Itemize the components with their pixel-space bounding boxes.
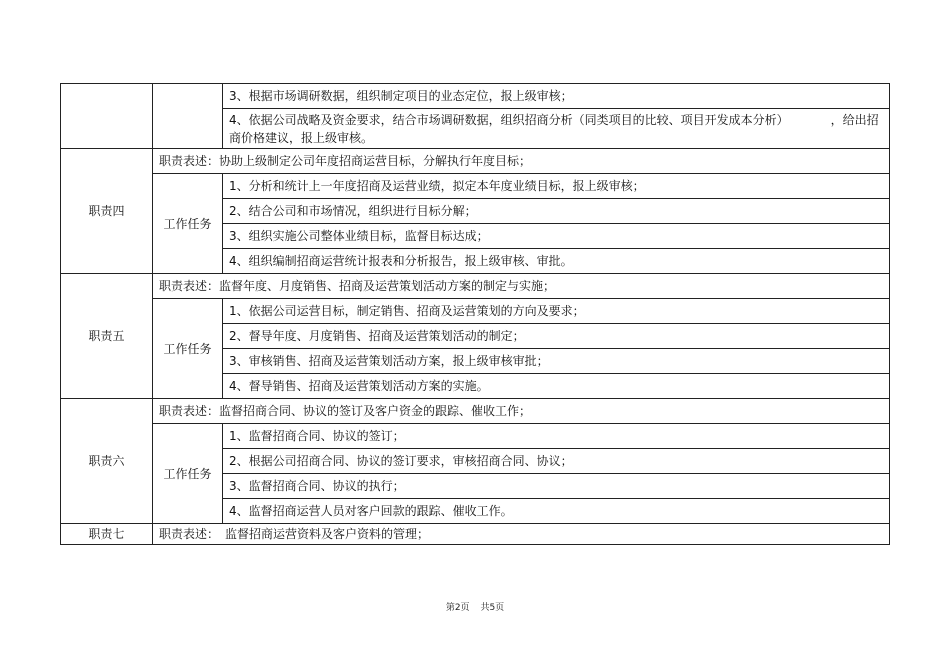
duty-description — [153, 399, 890, 424]
duty-title: 职责六 — [61, 399, 153, 524]
desc-text: 监督招商合同、协议的签订及客户资金的跟踪、催收工作； — [219, 404, 532, 418]
table-row — [61, 174, 890, 199]
table-row — [61, 274, 890, 299]
duty-description — [153, 149, 890, 174]
desc-text: 监督招商运营资料及客户资料的管理； — [213, 527, 430, 541]
task-cell: 3、审核销售、招商及运营策划活动方案，报上级审核审批； — [223, 349, 890, 374]
task-cell: 4、监督招商运营人员对客户回款的跟踪、催收工作。 — [223, 499, 890, 524]
task-cell: 2、根据公司招商合同、协议的签订要求，审核招商合同、协议； — [223, 449, 890, 474]
table-row — [61, 299, 890, 324]
page-total: 共5页 — [480, 603, 505, 613]
duty-title: 职责四 — [61, 149, 153, 274]
duty-description — [153, 274, 890, 299]
duty-description — [153, 524, 890, 545]
task-cell: 1、依据公司运营目标，制定销售、招商及运营策划的方向及要求； — [223, 299, 890, 324]
page-number: 第2页 — [445, 603, 470, 613]
table-row — [61, 149, 890, 174]
page-footer — [0, 600, 950, 613]
empty-cell — [153, 84, 223, 149]
task-cell: 1、分析和统计上一年度招商及运营业绩，拟定本年度业绩目标，报上级审核； — [223, 174, 890, 199]
task-cell: 4、督导销售、招商及运营策划活动方案的实施。 — [223, 374, 890, 399]
duty-title: 职责五 — [61, 274, 153, 399]
task-cell: 2、结合公司和市场情况，组织进行目标分解； — [223, 199, 890, 224]
duty-title: 职责七 — [61, 524, 153, 545]
task-cell: 3、根据市场调研数据，组织制定项目的业态定位，报上级审核； — [223, 84, 890, 109]
desc-label: 职责表述： — [159, 404, 220, 418]
empty-cell — [61, 84, 153, 149]
table-row — [61, 84, 890, 109]
desc-text: 监督年度、月度销售、招商及运营策划活动方案的制定与实施； — [219, 279, 556, 293]
desc-label: 职责表述： — [159, 279, 220, 293]
table-row — [61, 524, 890, 545]
desc-label: 职责表述： — [159, 154, 220, 168]
duty-table — [60, 83, 890, 545]
desc-text: 协助上级制定公司年度招商运营目标，分解执行年度目标； — [219, 154, 532, 168]
table-row — [61, 424, 890, 449]
desc-label: 职责表述： — [159, 527, 214, 541]
task-label: 工作任务 — [153, 299, 223, 399]
task-cell: 3、组织实施公司整体业绩目标，监督目标达成； — [223, 224, 890, 249]
task-cell: 1、监督招商合同、协议的签订； — [223, 424, 890, 449]
task-cell: 4、组织编制招商运营统计报表和分析报告，报上级审核、审批。 — [223, 249, 890, 274]
task-cell: 4、依据公司战略及资金要求，结合市场调研数据，组织招商分析（同类项目的比较、项目开发成本分析） ，给出招商价格建议，报上级审核。 — [223, 109, 890, 149]
table-row — [61, 399, 890, 424]
task-label: 工作任务 — [153, 174, 223, 274]
task-cell: 3、监督招商合同、协议的执行； — [223, 474, 890, 499]
task-cell: 2、督导年度、月度销售、招商及运营策划活动的制定； — [223, 324, 890, 349]
task-label: 工作任务 — [153, 424, 223, 524]
